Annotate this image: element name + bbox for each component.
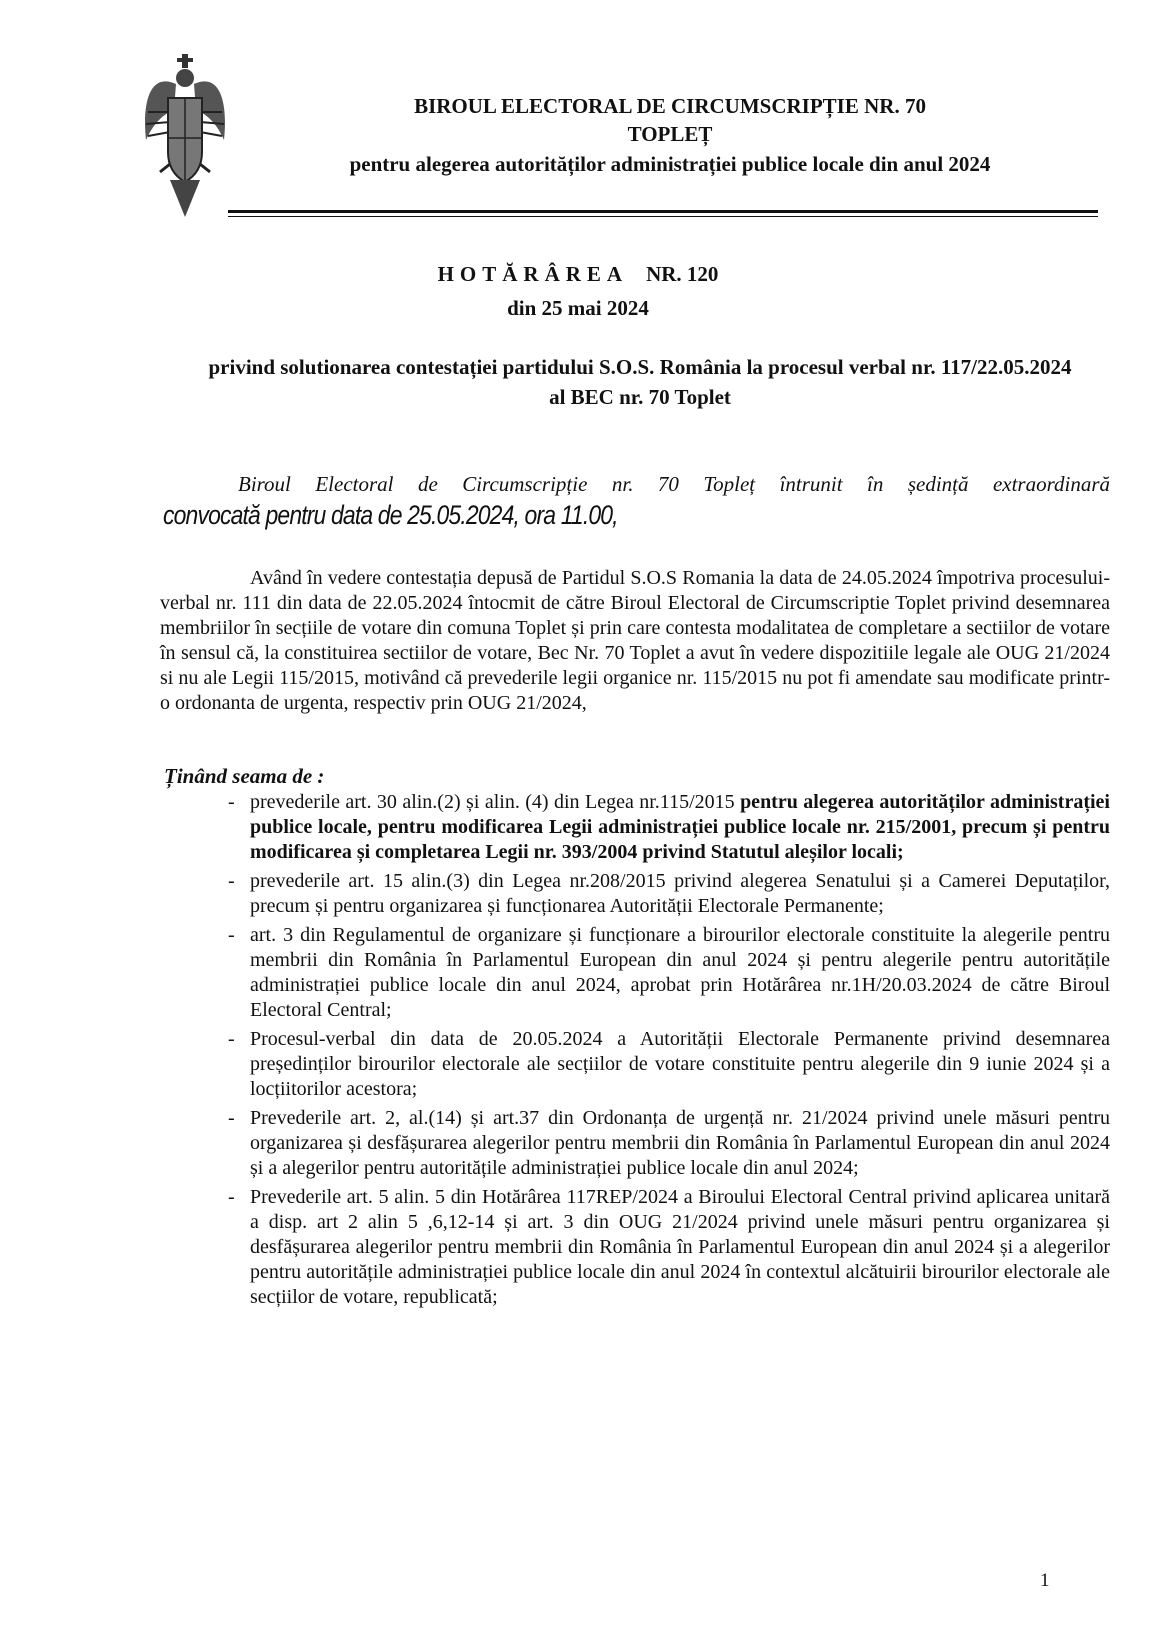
header-rule [228, 210, 1098, 213]
header-line-2: TOPLEȚ [627, 122, 713, 146]
intro-line-2-handwritten: convocată pentru data de 25.05.2024, ora 11.00, [163, 500, 618, 530]
considering-label: Ținând seama de : [164, 764, 325, 788]
considering-paragraph: Având în vedere contestația depusă de Partidul S.O.S Romania la data de 24.05.2024 împotriva procesului-verbal nr. 111 din data de 22.05.2024 întocmit de către Biroul Electoral de Circumscriptie Toplet privind desemnarea membriilor în secțiile de votare din comuna Toplet și prin care contesta modalitatea de completare a sectiilor de votare în sensul că, la constituirea sectiilor de votare, Bec Nr. 70 Toplet a avut în vedere dispozitiile legale ale OUG 21/2024 si nu ale Legii 115/2015, motivând că prevederile legii organice nr. 115/2015 nu pot fi amendate sau modificate printr-o ordonanta de urgenta, respectiv prin OUG 21/2024, [160, 567, 1110, 714]
list-item: - prevederile art. 30 alin.(2) și alin. (4) din Legea nr.115/2015 pentru alegerea autorităților administrației publice locale, pentru modificarea Legii administrației publice locale nr. 215/2001, precum și pentru modificarea și completarea Legii nr. 393/2004 privind Statutul aleșilor locali; [228, 791, 1110, 863]
decision-subject: privind solutionarea contestației partidului S.O.S. România la procesul verbal nr. 117/22.05.2024 al BEC nr. 70 Toplet [208, 355, 1072, 409]
list-item: - Prevederile art. 5 alin. 5 din Hotărârea 117REP/2024 a Biroului Electoral Central privind aplicarea unitară a disp. art 2 alin 5 ,6,12-14 și art. 3 din OUG 21/2024 privind unele măsuri pentru organizarea și desfășurarea alegerilor pentru membrii din România în Parlamentul European din anul 2024 și a alegerilor pentru autoritățile administrației publice locale din anul 2024 în contextul alcătuirii birourilor electorale ale secțiilor de votare, republicată; [228, 1186, 1110, 1308]
list-item: - Prevederile art. 2, al.(14) și art.37 din Ordonanța de urgență nr. 21/2024 privind unele măsuri pentru organizarea și desfășurarea alegerilor pentru membrii din România în Parlamentul European din anul 2024 și a alegerilor pentru autoritățile administrației publice locale din anul 2024; [228, 1107, 1110, 1179]
intro-line-1: Biroul Electoral de Circumscripție nr. 70 Topleț întrunit în ședință extraordinară [238, 472, 1110, 496]
page-number: 1 [1040, 1570, 1050, 1591]
list-item: - prevederile art. 15 alin.(3) din Legea nr.208/2015 privind alegerea Senatului și a Camerei Deputaților, precum și pentru organizarea și funcționarea Autorității Electorale Permanente; [228, 870, 1110, 917]
list-item: - art. 3 din Regulamentul de organizare și funcționare a birourilor electorale constituite la alegerile pentru membrii din România în Parlamentul European din anul 2024 și pentru alegerile pentru autoritățile administrației publice locale din anul 2024, aprobat prin Hotărârea nr.1H/20.03.2024 de către Biroul Electoral Central; [228, 924, 1110, 1021]
decision-number: NR. 120 [646, 262, 719, 286]
header-line-1: BIROUL ELECTORAL DE CIRCUMSCRIPȚIE NR. 70 [414, 94, 926, 118]
list-item: - Procesul-verbal din data de 20.05.2024 a Autorității Electorale Permanente privind desemnarea președinților birourilor electorale ale secțiilor de votare constituite pentru alegerile din 9 iunie 2024 și a locțiitorilor acestora; [228, 1028, 1110, 1100]
header-line-3: pentru alegerea autorităților administrației publice locale din anul 2024 [349, 152, 991, 176]
header-rule-thin [228, 216, 1098, 217]
decision-word: HOTĂRÂREA [437, 262, 629, 286]
decision-title [0, 262, 1156, 287]
legal-basis-list [180, 790, 1110, 1314]
decision-date: din 25 mai 2024 [507, 296, 649, 320]
romanian-coat-of-arms-icon [140, 52, 230, 222]
